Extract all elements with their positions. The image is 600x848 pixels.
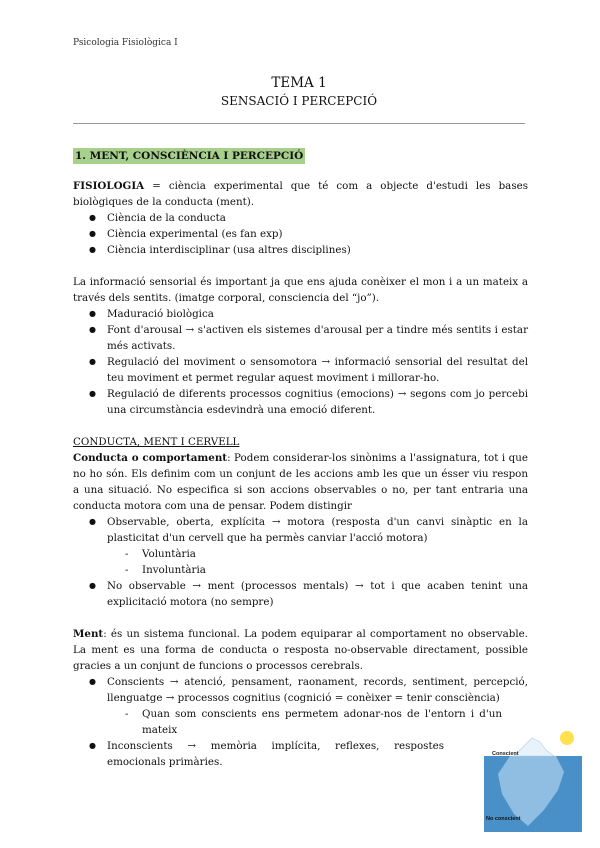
- ment-paragraph: [73, 626, 528, 674]
- sub-list-item: - Voluntària: [107, 546, 528, 562]
- list-item-text: Conscients → atenció, pensament, raonament, records, sentiment, percepció, llenguatge → processos cognitius (cognició = conèixer = tenir consciència): [107, 676, 528, 704]
- section-heading: 1. MENT, CONSCIÈNCIA I PERCEPCIÓ: [75, 150, 304, 162]
- ment-term: Ment: [73, 628, 104, 640]
- iceberg-label-unconscious: No conscient: [486, 816, 521, 822]
- iceberg-illustration: [484, 724, 582, 832]
- fisiologia-term: FISIOLOGIA: [73, 180, 145, 192]
- sub-list: [107, 546, 528, 578]
- list-item: ● Ciència de la conducta: [73, 210, 528, 226]
- sun-icon: [560, 731, 574, 745]
- list-item: ● Inconscients → memòria implícita, reflexes, respostes emocionals primàries.: [73, 738, 444, 770]
- list-item: [73, 674, 528, 738]
- iceberg-label-conscious: Conscient: [492, 751, 519, 757]
- page-title: TEMA 1: [271, 75, 327, 91]
- sub-list: [107, 706, 502, 738]
- fisiologia-definition: [73, 178, 528, 210]
- conducta-paragraph: [73, 450, 528, 514]
- title-divider: [73, 123, 525, 124]
- list-item: ● Font d'arousal → s'activen els sistemes d'arousal per a tindre més sentits i estar més activats.: [73, 322, 528, 354]
- list-item: ● Regulació del moviment o sensomotora → informació sensorial del resultat del teu moviment et permet regular aquest moviment i millorar-ho.: [73, 354, 528, 386]
- fisiologia-list: [73, 210, 528, 258]
- info-sensorial-paragraph: La informació sensorial és important ja que ens ajuda conèixer el mon i a un mateix a través dels sentits. (imatge corporal, consciencia del “jo”).: [73, 276, 528, 304]
- document-body: [73, 178, 528, 770]
- ment-list: [73, 674, 528, 770]
- conducta-list: [73, 514, 528, 610]
- title-block: [73, 74, 525, 110]
- list-item: ● Ciència interdisciplinar (usa altres disciplines): [73, 242, 528, 258]
- conducta-text: : Podem considerar-los sinònims a l'assignatura, tot i que no ho són. Els definim com un conjunt de les accions amb les que un ésser viu respon a una situació. No especifica si son accions observables o no, per tant entraria una conducta motora com una de pensar. Podem distingir: [73, 452, 528, 512]
- conducta-term: Conducta o comportament: [73, 452, 228, 464]
- list-item: ● Regulació de diferents processos cognitius (emocions) → segons com jo percebi una circumstància esdevindrà una emoció diferent.: [73, 386, 528, 418]
- sub-list-item: - Involuntària: [107, 562, 528, 578]
- list-item-text: Observable, oberta, explícita → motora (resposta d'un canvi sinàptic en la plasticitat d'un cervell que ha permès canviar l'acció motora): [107, 516, 528, 544]
- page-header: Psicologia Fisiològica I: [73, 38, 178, 48]
- list-item: [73, 514, 528, 578]
- list-item: ● No observable → ment (processos mentals) → tot i que acaben tenint una explicitació motora (no sempre): [73, 578, 528, 610]
- fisiologia-text: = ciència experimental que té com a objecte d'estudi les bases biològiques de la conducta (ment).: [73, 180, 528, 208]
- info-sensorial-list: [73, 306, 528, 418]
- list-item: ● Ciència experimental (es fan exp): [73, 226, 528, 242]
- ment-text: : és un sistema funcional. La podem equiparar al comportament no observable. La ment es una forma de conducta o resposta no-observable directament, possible gracies a un conjunt de funcions o processos cerebrals.: [73, 628, 528, 672]
- list-item: ● Maduració biològica: [73, 306, 528, 322]
- page-subtitle: SENSACIÓ I PERCEPCIÓ: [220, 94, 378, 108]
- sub-list-item: - Quan som conscients ens permetem adonar-nos de l'entorn i d'un mateix: [107, 706, 502, 738]
- conducta-heading: CONDUCTA, MENT I CERVELL: [73, 436, 240, 448]
